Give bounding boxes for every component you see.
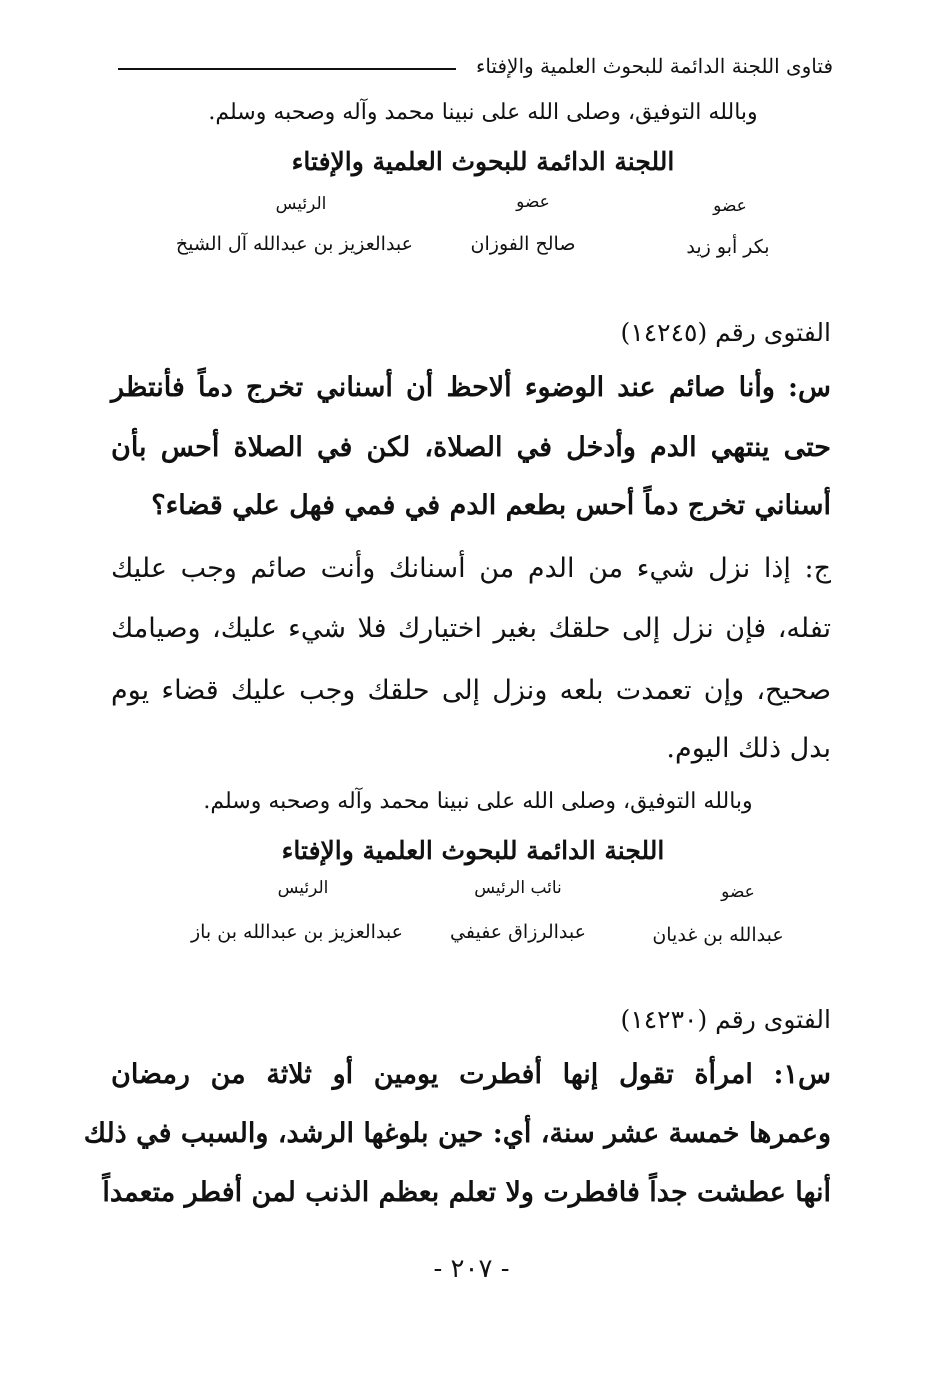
fatwa-title: الفتوى رقم (١٤٢٣٠) bbox=[620, 1005, 831, 1034]
signatory-role: عضو bbox=[721, 882, 755, 902]
signatory-name: عبدالعزيز بن عبدالله بن باز bbox=[190, 921, 403, 943]
closing-formula: وبالله التوفيق، وصلى الله على نبينا محمد وآله وصحبه وسلم. bbox=[208, 100, 758, 125]
signatory-name: عبدالله بن غديان bbox=[652, 924, 784, 946]
signatory-role: نائب الرئيس bbox=[474, 878, 562, 898]
question-line: أنها عطشت جداً فافطرت ولا تعلم بعظم الذنب لمن أفطر متعمداً bbox=[102, 1177, 831, 1208]
answer-line: صحيح، وإن تعمدت بلعه ونزل إلى حلقك وجب عليك قضاء يوم bbox=[111, 675, 831, 706]
running-head: فتاوى اللجنة الدائمة للبحوث العلمية والإفتاء bbox=[475, 54, 833, 78]
closing-formula: وبالله التوفيق، وصلى الله على نبينا محمد وآله وصحبه وسلم. bbox=[203, 789, 753, 814]
page-number: - ٢٠٧ - bbox=[433, 1254, 510, 1284]
signatory-role: عضو bbox=[713, 196, 747, 216]
question-line: حتى ينتهي الدم وأدخل في الصلاة، لكن في الصلاة أحس بأن bbox=[111, 432, 831, 463]
fatwa-title: الفتوى رقم (١٤٢٤٥) bbox=[620, 318, 831, 347]
answer-line: تفله، فإن نزل إلى حلقك بغير اختيارك فلا شيء عليك، وصيامك bbox=[111, 613, 831, 644]
committee-name: اللجنة الدائمة للبحوث العلمية والإفتاء bbox=[291, 147, 675, 176]
question-line: س١: امرأة تقول إنها أفطرت يومين أو ثلاثة من رمضان bbox=[111, 1059, 831, 1090]
header-rule bbox=[118, 68, 456, 70]
question-line: وعمرها خمسة عشر سنة، أي: حين بلوغها الرشد، والسبب في ذلك bbox=[83, 1118, 831, 1149]
committee-name: اللجنة الدائمة للبحوث العلمية والإفتاء bbox=[281, 836, 665, 865]
answer-line: ج: إذا نزل شيء من الدم من أسنانك وأنت صائم وجب عليك bbox=[111, 553, 831, 584]
question-line: س: وأنا صائم عند الوضوء ألاحظ أن أسناني تخرج دماً فأنتظر bbox=[111, 372, 831, 403]
signatory-name: عبدالعزيز بن عبدالله آل الشيخ bbox=[175, 233, 413, 255]
signatory-name: صالح الفوزان bbox=[470, 233, 576, 255]
signatory-name: بكر أبو زيد bbox=[686, 236, 770, 258]
signatory-role: الرئيس bbox=[277, 878, 329, 898]
signatory-role: عضو bbox=[516, 192, 550, 212]
answer-line: بدل ذلك اليوم. bbox=[666, 733, 831, 764]
signatory-role: الرئيس bbox=[275, 194, 327, 214]
signatory-name: عبدالرزاق عفيفي bbox=[450, 921, 586, 943]
question-line: أسناني تخرج دماً أحس بطعم الدم في فمي فهل علي قضاء؟ bbox=[151, 490, 831, 521]
